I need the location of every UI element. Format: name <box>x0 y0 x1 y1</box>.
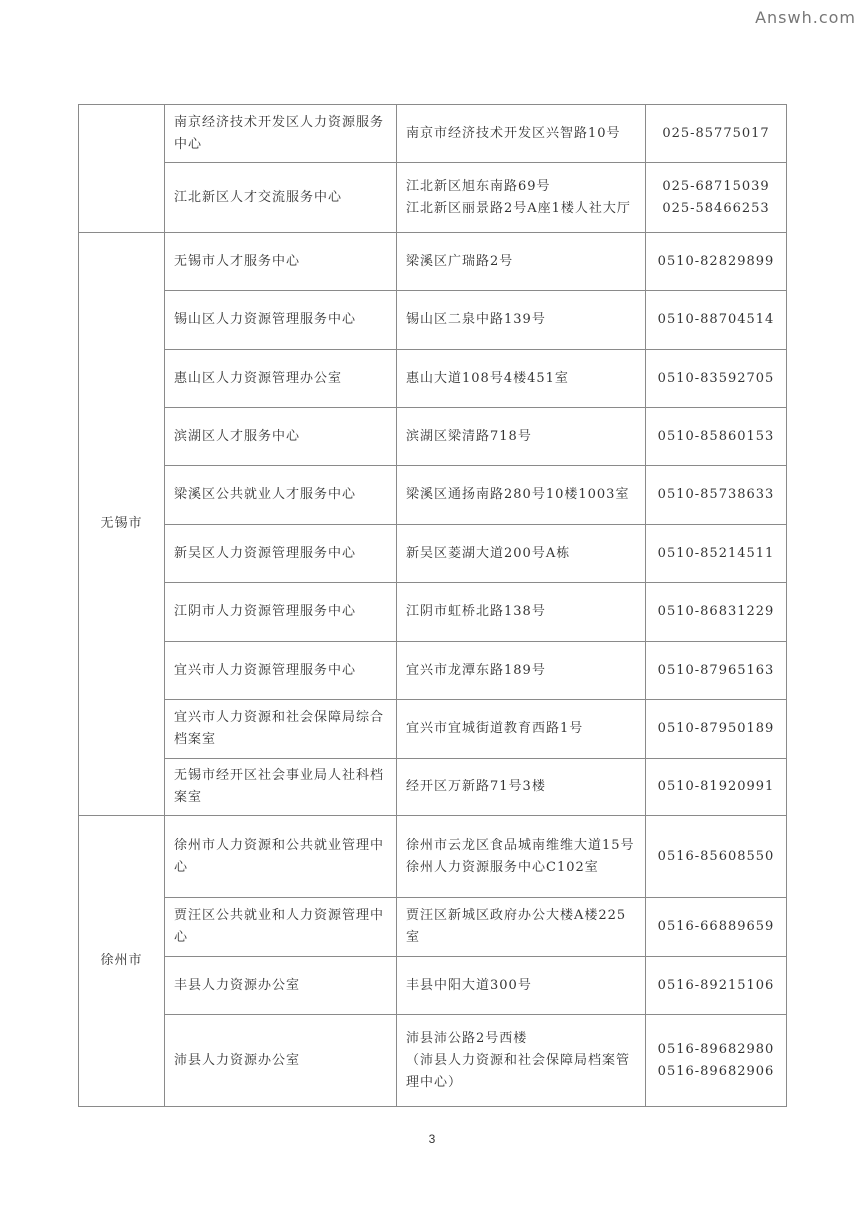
phone-cell <box>646 816 787 898</box>
phone-number: 0510-87965163 <box>657 662 775 678</box>
address-line: 宜兴市宜城街道教育西路1号 <box>406 721 584 736</box>
table-row <box>79 291 787 350</box>
phone-cell <box>646 525 787 583</box>
phone-number: 0510-85738633 <box>657 487 775 502</box>
agency-name-cell: 江北新区人才交流服务中心 <box>165 163 397 233</box>
agency-name-cell: 梁溪区公共就业人才服务中心 <box>165 466 397 525</box>
phone-cell <box>646 1015 787 1107</box>
table-row <box>79 233 787 291</box>
address-cell <box>397 408 646 466</box>
page-number: 3 <box>428 1132 436 1146</box>
phone-number: 0510-87950189 <box>657 721 775 736</box>
address-line: 锡山区二泉中路139号 <box>406 312 546 327</box>
address-line: 江阴市虹桥北路138号 <box>406 604 546 619</box>
table-row <box>79 105 787 163</box>
city-cell: 徐州市 <box>79 816 165 1107</box>
address-cell <box>397 583 646 642</box>
table-row <box>79 759 787 816</box>
phone-number: 025-58466253 <box>662 200 770 216</box>
phone-cell <box>646 957 787 1015</box>
contact-table-body <box>79 105 787 1107</box>
city-cell: 无锡市 <box>79 233 165 816</box>
address-cell <box>397 700 646 759</box>
phone-number: 0510-81920991 <box>657 779 775 794</box>
address-cell <box>397 350 646 408</box>
city-cell <box>79 105 165 233</box>
phone-cell <box>646 700 787 759</box>
phone-cell <box>646 408 787 466</box>
address-line: 梁溪区通扬南路280号10楼1003室 <box>406 487 630 502</box>
table-row <box>79 957 787 1015</box>
address-line: 惠山大道108号4楼451室 <box>406 370 569 386</box>
agency-name-cell: 新吴区人力资源管理服务中心 <box>165 525 397 583</box>
address-line: 沛县沛公路2号西楼 <box>406 1030 528 1046</box>
address-cell <box>397 105 646 163</box>
phone-cell <box>646 291 787 350</box>
phone-cell <box>646 759 787 816</box>
phone-number: 0510-85860153 <box>657 428 775 444</box>
watermark: Answh.com <box>755 8 856 27</box>
table-row <box>79 642 787 700</box>
table-row <box>79 466 787 525</box>
agency-name-cell: 无锡市人才服务中心 <box>165 233 397 291</box>
phone-number: 0516-85608550 <box>657 848 775 864</box>
phone-cell <box>646 583 787 642</box>
table-row <box>79 583 787 642</box>
agency-name-cell: 宜兴市人力资源和社会保障局综合档案室 <box>165 700 397 759</box>
phone-number: 025-68715039 <box>662 178 770 194</box>
contact-table <box>78 104 787 1107</box>
phone-cell <box>646 233 787 291</box>
phone-number: 0516-89682980 <box>657 1041 775 1057</box>
address-cell <box>397 816 646 898</box>
address-cell <box>397 1015 646 1107</box>
phone-number: 0510-85214511 <box>657 545 775 561</box>
agency-name-cell: 滨湖区人才服务中心 <box>165 408 397 466</box>
address-line: 丰县中阳大道300号 <box>406 977 532 993</box>
address-cell <box>397 957 646 1015</box>
agency-name-cell: 徐州市人力资源和公共就业管理中心 <box>165 816 397 898</box>
phone-number: 0510-86831229 <box>657 604 775 619</box>
address-cell <box>397 525 646 583</box>
address-line: 宜兴市龙潭东路189号 <box>406 662 546 678</box>
agency-name-cell: 无锡市经开区社会事业局人社科档案室 <box>165 759 397 816</box>
phone-cell <box>646 163 787 233</box>
table-row <box>79 816 787 898</box>
agency-name-cell: 锡山区人力资源管理服务中心 <box>165 291 397 350</box>
table-row <box>79 1015 787 1107</box>
phone-cell <box>646 898 787 957</box>
phone-number: 0516-89215106 <box>657 977 775 993</box>
agency-name-cell: 沛县人力资源办公室 <box>165 1015 397 1107</box>
phone-cell <box>646 466 787 525</box>
phone-number: 025-85775017 <box>662 125 770 141</box>
phone-cell <box>646 105 787 163</box>
table-row <box>79 163 787 233</box>
agency-name-cell: 宜兴市人力资源管理服务中心 <box>165 642 397 700</box>
address-line: 徐州人力资源服务中心C102室 <box>406 859 599 875</box>
address-line: 江北新区旭东南路69号 <box>406 178 551 194</box>
table-row <box>79 350 787 408</box>
address-line: 梁溪区广瑞路2号 <box>406 253 514 269</box>
address-cell <box>397 898 646 957</box>
table-row <box>79 525 787 583</box>
phone-number: 0516-66889659 <box>657 919 775 934</box>
agency-name-cell: 惠山区人力资源管理办公室 <box>165 350 397 408</box>
agency-name-cell: 丰县人力资源办公室 <box>165 957 397 1015</box>
phone-cell <box>646 350 787 408</box>
table-row <box>79 700 787 759</box>
address-cell <box>397 466 646 525</box>
phone-number: 0510-82829899 <box>657 253 775 269</box>
address-cell <box>397 163 646 233</box>
phone-number: 0510-88704514 <box>657 312 775 327</box>
address-line: 南京市经济技术开发区兴智路10号 <box>406 125 621 141</box>
address-line: （沛县人力资源和社会保障局档案管理中心） <box>406 1052 631 1090</box>
agency-name-cell: 江阴市人力资源管理服务中心 <box>165 583 397 642</box>
table-row <box>79 408 787 466</box>
address-cell <box>397 642 646 700</box>
address-line: 贾汪区新城区政府办公大楼A楼225室 <box>406 908 627 945</box>
phone-number: 0510-83592705 <box>657 370 775 386</box>
agency-name-cell: 贾汪区公共就业和人力资源管理中心 <box>165 898 397 957</box>
phone-number: 0516-89682906 <box>657 1063 775 1079</box>
address-line: 江北新区丽景路2号A座1楼人社大厅 <box>406 200 631 216</box>
table-row <box>79 898 787 957</box>
agency-name-cell: 南京经济技术开发区人力资源服务中心 <box>165 105 397 163</box>
address-line: 新吴区菱湖大道200号A栋 <box>406 545 571 561</box>
address-cell <box>397 759 646 816</box>
address-cell <box>397 291 646 350</box>
address-line: 徐州市云龙区食品城南维维大道15号 <box>406 837 635 853</box>
address-line: 经开区万新路71号3楼 <box>406 779 546 794</box>
address-line: 滨湖区梁清路718号 <box>406 428 532 444</box>
address-cell <box>397 233 646 291</box>
phone-cell <box>646 642 787 700</box>
